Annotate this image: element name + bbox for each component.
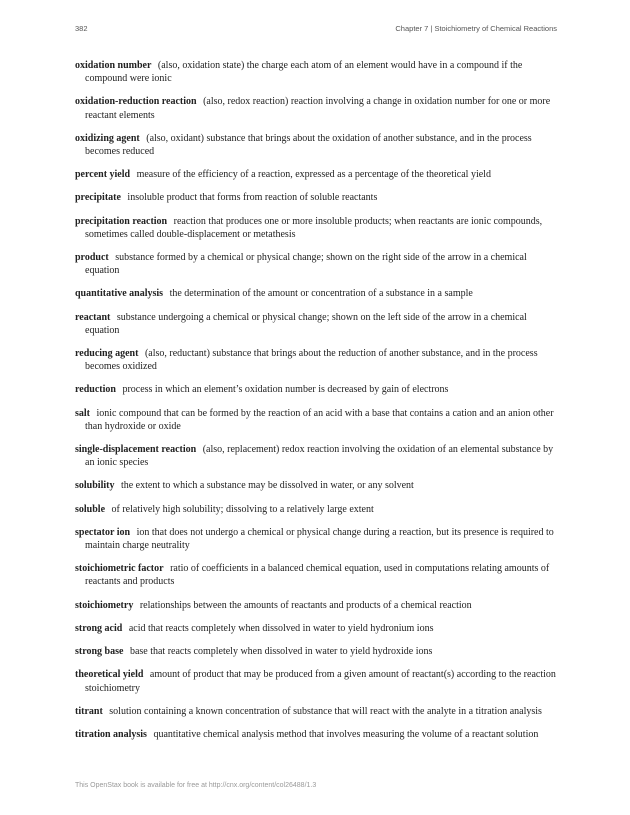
glossary-definition: insoluble product that forms from reaction of soluble reactants (127, 192, 378, 204)
glossary-entry (75, 526, 560, 552)
glossary-definition: solution containing a known concentration of substance that will react with the analyte in a titration analysis (109, 705, 542, 717)
glossary-term: strong acid (75, 622, 123, 634)
glossary-definition: ionic compound that can be formed by the reaction of an acid with a base that contains a cation and an anion other than hydroxide or oxide (85, 407, 554, 432)
glossary-term: precipitation reaction (75, 215, 168, 227)
glossary-entry (75, 59, 560, 85)
glossary-term: quantitative analysis (75, 288, 164, 300)
glossary-entry (75, 311, 560, 337)
glossary-term: reducing agent (75, 348, 139, 360)
glossary-entry (75, 95, 560, 121)
glossary-definition: ion that does not undergo a chemical or physical change during a reaction, but its presence is required to maintain charge neutrality (85, 526, 554, 552)
glossary-definition: measure of the efficiency of a reaction, expressed as a percentage of the theoretical yield (136, 169, 491, 181)
glossary-term: soluble (75, 503, 106, 515)
glossary-definition: substance undergoing a chemical or physical change; shown on the left side of the arrow in a chemical equation (85, 311, 527, 336)
glossary-term: solubility (75, 480, 115, 492)
glossary-entry (75, 562, 560, 588)
glossary-entry (75, 251, 560, 277)
glossary-term: oxidation number (75, 60, 152, 71)
glossary-definition: the determination of the amount or concentration of a substance in a sample (169, 288, 473, 300)
glossary-term: stoichiometry (75, 599, 134, 611)
glossary-definition: (also, oxidation state) the charge each atom of an element would have in a compound if the compound were ionic (85, 60, 523, 85)
glossary-entry (75, 503, 560, 516)
glossary-term: strong base (75, 646, 124, 658)
glossary-term: oxidizing agent (75, 132, 140, 144)
glossary-definition: acid that reacts completely when dissolved in water to yield hydronium ions (128, 622, 434, 634)
glossary-definition: of relatively high solubility; dissolving to a relatively large extent (111, 503, 374, 515)
glossary-entry (75, 347, 560, 373)
page-footer: This OpenStax book is available for free at http://cnx.org/content/col26488/1.3 (75, 782, 317, 789)
glossary-definition: quantitative chemical analysis method that involves measuring the volume of a reactant solution (153, 728, 539, 740)
glossary-term: stoichiometric factor (75, 563, 164, 575)
glossary-entry (75, 215, 560, 241)
glossary-term: single-displacement reaction (75, 444, 197, 456)
glossary-term: spectator ion (75, 526, 131, 538)
glossary-entry (75, 599, 560, 612)
glossary-term: percent yield (75, 169, 131, 181)
glossary-entry (75, 622, 560, 635)
glossary-entry (75, 407, 560, 433)
page-header (75, 24, 557, 36)
glossary-entry (75, 132, 560, 158)
glossary-term: theoretical yield (75, 669, 144, 681)
glossary-entry (75, 383, 560, 396)
glossary-term: oxidation-reduction reaction (75, 96, 197, 108)
glossary-list (75, 59, 560, 751)
glossary-term: reactant (75, 311, 111, 323)
glossary-entry (75, 645, 560, 658)
glossary-definition: the extent to which a substance may be dissolved in water, or any solvent (120, 480, 414, 492)
glossary-term: titration analysis (75, 728, 147, 740)
glossary-definition: amount of product that may be produced from a given amount of reactant(s) according to the reaction stoichiometry (85, 669, 556, 694)
glossary-entry (75, 668, 560, 694)
glossary-term: precipitate (75, 192, 121, 204)
glossary-definition: reaction that produces one or more insoluble products; when reactants are ionic compounds, sometimes called double-displacement or metathesis (85, 215, 543, 240)
glossary-term: titrant (75, 705, 103, 717)
glossary-definition: (also, reductant) substance that brings about the reduction of another substance, and in the process becomes oxidized (85, 348, 538, 373)
page-number: 382 (75, 24, 88, 33)
glossary-definition: (also, oxidant) substance that brings about the oxidation of another substance, and in the process becomes reduced (85, 132, 532, 158)
glossary-term: product (75, 252, 109, 264)
glossary-definition: base that reacts completely when dissolved in water to yield hydroxide ions (129, 646, 433, 658)
glossary-term: salt (75, 407, 90, 419)
glossary-definition: ratio of coefficients in a balanced chemical equation, used in computations relating amounts of reactants and products (85, 563, 550, 588)
running-head: Chapter 7 | Stoichiometry of Chemical Reactions (395, 24, 557, 33)
glossary-entry (75, 479, 560, 492)
glossary-definition: (also, replacement) redox reaction involving the oxidation of an elemental substance by an ionic species (85, 444, 554, 469)
glossary-entry (75, 191, 560, 204)
glossary-definition: relationships between the amounts of reactants and products of a chemical reaction (139, 599, 472, 611)
glossary-entry (75, 705, 560, 718)
glossary-definition: (also, redox reaction) reaction involving a change in oxidation number for one or more reactant elements (85, 96, 551, 121)
glossary-definition: substance formed by a chemical or physical change; shown on the right side of the arrow in a chemical equation (85, 252, 527, 277)
glossary-entry (75, 287, 560, 300)
glossary-definition: process in which an element’s oxidation number is decreased by gain of electrons (122, 384, 449, 396)
glossary-term: reduction (75, 384, 116, 396)
glossary-entry (75, 443, 560, 469)
glossary-entry (75, 168, 560, 181)
glossary-entry (75, 728, 560, 741)
